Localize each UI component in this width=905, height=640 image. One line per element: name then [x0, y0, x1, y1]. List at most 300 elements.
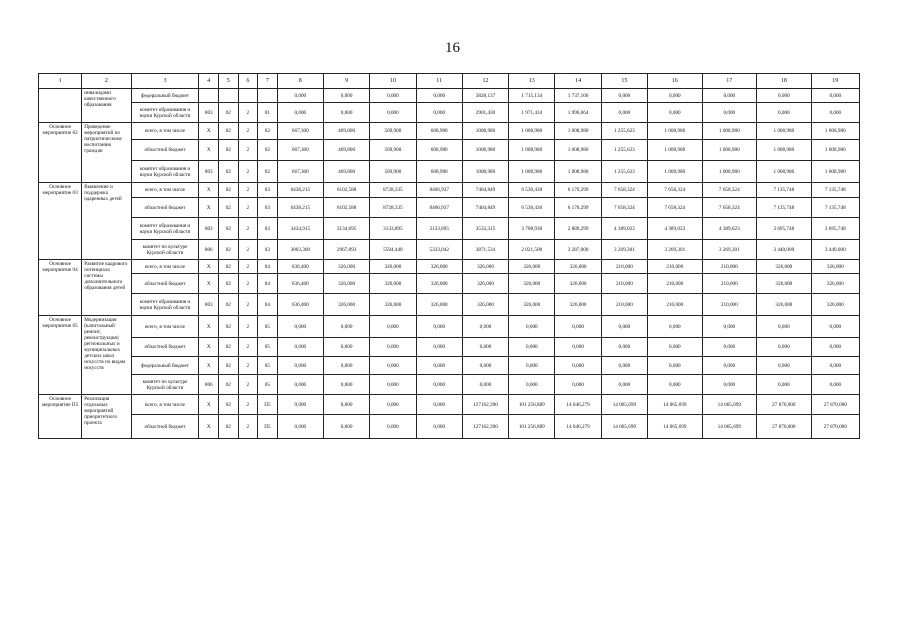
amount-cell: 14 065,699	[648, 395, 703, 415]
amount-cell: 469,800	[323, 140, 369, 161]
amount-cell: 667,300	[277, 140, 323, 161]
amount-cell: 101 256,889	[509, 395, 555, 415]
amount-cell: 326,000	[757, 294, 812, 316]
budget-source-cell: областной бюджет	[131, 274, 199, 294]
amount-cell: 0,000	[509, 375, 555, 395]
header-cell: 4	[199, 74, 219, 89]
amount-cell: 4 389,023	[648, 218, 703, 240]
table-row	[39, 260, 860, 274]
amount-cell: 0,000	[323, 415, 369, 439]
amount-cell: 0,000	[462, 316, 508, 338]
amount-cell: 7 135,748	[811, 198, 859, 218]
code-cell: X	[199, 338, 219, 357]
amount-cell: 1 008,980	[648, 161, 703, 183]
budget-source-cell: областной бюджет	[131, 140, 199, 161]
amount-cell: 14 065,699	[702, 395, 757, 415]
amount-cell: 1 971,434	[509, 103, 555, 123]
code-cell: 806	[199, 375, 219, 395]
amount-cell: 5594,440	[370, 240, 416, 260]
amount-cell: 569,900	[370, 123, 416, 140]
code-cell: 2	[238, 274, 258, 294]
code-cell: 03	[258, 183, 278, 198]
amount-cell: 1 255,623	[601, 123, 647, 140]
amount-cell: 14 046,279	[555, 395, 601, 415]
amount-cell: 0,000	[509, 357, 555, 375]
header-cell: 18	[757, 74, 812, 89]
code-cell: 02	[219, 103, 239, 123]
code-cell: 02	[219, 240, 239, 260]
event-name-cell: Проведение мероприятий по патриотическому воспитанию граждан	[82, 123, 131, 183]
amount-cell: 6102,588	[323, 183, 369, 198]
amount-cell: 0,000	[648, 103, 703, 123]
amount-cell: 0,000	[601, 316, 647, 338]
budget-source-cell: областной бюджет	[131, 415, 199, 439]
amount-cell: 326,000	[555, 294, 601, 316]
amount-cell: 326,000	[462, 274, 508, 294]
code-cell: 04	[258, 274, 278, 294]
amount-cell: 0,000	[601, 103, 647, 123]
amount-cell: 0,000	[509, 316, 555, 338]
amount-cell: 3 695,748	[811, 218, 859, 240]
amount-cell: 0,000	[462, 338, 508, 357]
code-cell: 04	[258, 294, 278, 316]
amount-cell: 1008,980	[462, 161, 508, 183]
table-row	[39, 240, 860, 260]
amount-cell: 0,000	[323, 338, 369, 357]
code-cell: 2	[238, 357, 258, 375]
amount-cell: 0,000	[323, 103, 369, 123]
amount-cell: 326,000	[323, 294, 369, 316]
amount-cell: 0,000	[757, 338, 812, 357]
amount-cell: 1 008,980	[811, 123, 859, 140]
amount-cell: 0,000	[370, 89, 416, 103]
header-row	[39, 74, 860, 89]
table-row	[39, 198, 860, 218]
header-cell: 13	[509, 74, 555, 89]
code-cell: 2	[238, 140, 258, 161]
amount-cell: 210,000	[702, 294, 757, 316]
budget-source-cell: всего, в том числе	[131, 395, 199, 415]
amount-cell: 3 269,301	[648, 240, 703, 260]
code-cell: X	[199, 274, 219, 294]
amount-cell: 210,000	[648, 274, 703, 294]
code-cell: 803	[199, 103, 219, 123]
amount-cell: 14 065,699	[601, 415, 647, 439]
amount-cell: 6 176,299	[555, 183, 601, 198]
amount-cell: 326,000	[323, 260, 369, 274]
amount-cell: 0,000	[555, 338, 601, 357]
amount-cell: 6 176,299	[555, 198, 601, 218]
event-name-cell: Модернизация (капитальный ремонт, реконструкция) региональных и муниципальных детских школ искусств по видам искусств	[82, 316, 131, 395]
amount-cell: 0,000	[702, 375, 757, 395]
amount-cell: 3 708,930	[509, 218, 555, 240]
code-cell: 803	[199, 218, 219, 240]
budget-source-cell: комитет по культуре Курской области	[131, 375, 199, 395]
amount-cell: 3 269,301	[702, 240, 757, 260]
header-cell: 5	[219, 74, 239, 89]
amount-cell: 210,000	[648, 294, 703, 316]
amount-cell: 210,000	[601, 260, 647, 274]
amount-cell: 0,000	[648, 357, 703, 375]
amount-cell: 326,000	[811, 274, 859, 294]
amount-cell: 7 658,324	[702, 198, 757, 218]
code-cell: 2	[238, 198, 258, 218]
amount-cell: 636,400	[277, 260, 323, 274]
event-code-cell: Основное мероприятие 04	[39, 260, 82, 316]
table-row	[39, 218, 860, 240]
amount-cell: 210,000	[601, 294, 647, 316]
budget-source-cell: федеральный бюджет	[131, 357, 199, 375]
header-cell: 15	[601, 74, 647, 89]
amount-cell: 0,000	[416, 395, 462, 415]
amount-cell: 6 530,430	[509, 198, 555, 218]
amount-cell: 0,000	[370, 375, 416, 395]
amount-cell: 2967,893	[323, 240, 369, 260]
amount-cell: 1008,980	[462, 123, 508, 140]
table-row	[39, 338, 860, 357]
budget-source-cell: всего, в том числе	[131, 316, 199, 338]
header-cell: 3	[131, 74, 199, 89]
amount-cell: 3133,895	[416, 218, 462, 240]
budget-source-cell: комитет образования и науки Курской области	[131, 294, 199, 316]
amount-cell: 3434,915	[277, 218, 323, 240]
amount-cell: 0,000	[370, 415, 416, 439]
amount-cell: 608,980	[416, 140, 462, 161]
amount-cell: 667,300	[277, 123, 323, 140]
code-cell: 02	[219, 415, 239, 439]
amount-cell: 636,400	[277, 294, 323, 316]
amount-cell: 27 870,000	[757, 395, 812, 415]
amount-cell: 0,000	[416, 338, 462, 357]
header-cell: 11	[416, 74, 462, 89]
amount-cell: 608,980	[416, 123, 462, 140]
amount-cell: 127162,390	[462, 395, 508, 415]
amount-cell: 210,000	[702, 274, 757, 294]
amount-cell: 27 870,000	[811, 415, 859, 439]
amount-cell: 14 065,699	[648, 415, 703, 439]
amount-cell: 2 821,500	[509, 240, 555, 260]
amount-cell: 8466,937	[416, 183, 462, 198]
amount-cell: 1 255,623	[601, 140, 647, 161]
amount-cell: 0,000	[601, 357, 647, 375]
amount-cell: 569,900	[370, 140, 416, 161]
amount-cell: 3003,300	[277, 240, 323, 260]
amount-cell: 0,000	[702, 338, 757, 357]
amount-cell: 3871,534	[462, 240, 508, 260]
code-cell: X	[199, 395, 219, 415]
amount-cell: 1 008,980	[648, 123, 703, 140]
amount-cell: 7404,849	[462, 183, 508, 198]
budget-source-cell: федеральный бюджет	[131, 89, 199, 103]
amount-cell: 326,000	[462, 260, 508, 274]
table-row	[39, 183, 860, 198]
event-name-cell: Реализация отдельных мероприятий приоритетного проекта	[82, 395, 131, 439]
header-cell: 10	[370, 74, 416, 89]
amount-cell: 0,000	[277, 338, 323, 357]
amount-cell: 6 530,430	[509, 183, 555, 198]
amount-cell: 0,000	[509, 338, 555, 357]
amount-cell: 0,000	[416, 357, 462, 375]
amount-cell: 0,000	[416, 415, 462, 439]
amount-cell: 0,000	[416, 375, 462, 395]
amount-cell: 1 008,980	[702, 140, 757, 161]
header-cell: 16	[648, 74, 703, 89]
table-row	[39, 103, 860, 123]
header-cell: 9	[323, 74, 369, 89]
amount-cell: 0,000	[370, 103, 416, 123]
budget-source-cell: комитет образования и науки Курской области	[131, 218, 199, 240]
event-name-cell: Развитие кадрового потенциала системы дополнительного образования детей	[82, 260, 131, 316]
amount-cell: 0,000	[757, 357, 812, 375]
amount-cell: 0,000	[811, 103, 859, 123]
amount-cell: 27 870,000	[811, 395, 859, 415]
amount-cell: 326,000	[462, 294, 508, 316]
table-row	[39, 357, 860, 375]
code-cell: 02	[219, 183, 239, 198]
amount-cell: 0,000	[702, 89, 757, 103]
header-cell: 1	[39, 74, 82, 89]
amount-cell: 0,000	[648, 338, 703, 357]
amount-cell: 3533,315	[462, 218, 508, 240]
amount-cell: 8728,335	[370, 183, 416, 198]
amount-cell: 1008,980	[462, 140, 508, 161]
amount-cell: 210,000	[648, 260, 703, 274]
table-row	[39, 395, 860, 415]
amount-cell: 0,000	[601, 338, 647, 357]
amount-cell: 326,000	[323, 274, 369, 294]
code-cell: X	[199, 123, 219, 140]
code-cell: X	[199, 183, 219, 198]
event-name-cell: инвалидами качественного образования	[82, 89, 131, 123]
amount-cell: 7 135,748	[757, 183, 812, 198]
amount-cell: 0,000	[370, 338, 416, 357]
amount-cell: 0,000	[702, 357, 757, 375]
amount-cell: 0,000	[277, 415, 323, 439]
table-row	[39, 375, 860, 395]
amount-cell: 1 715,134	[509, 89, 555, 103]
amount-cell: 0,000	[757, 316, 812, 338]
table-row	[39, 123, 860, 140]
code-cell: 05	[258, 375, 278, 395]
amount-cell: 0,000	[462, 375, 508, 395]
code-cell: 02	[258, 140, 278, 161]
amount-cell: 3133,895	[370, 218, 416, 240]
amount-cell: 0,000	[323, 375, 369, 395]
code-cell: 03	[258, 240, 278, 260]
amount-cell: 14 046,279	[555, 415, 601, 439]
amount-cell: 27 870,000	[757, 415, 812, 439]
amount-cell: 0,000	[555, 316, 601, 338]
amount-cell: 0,000	[416, 103, 462, 123]
amount-cell: 0,000	[702, 103, 757, 123]
code-cell: 02	[219, 260, 239, 274]
budget-source-cell: комитет образования и науки Курской области	[131, 103, 199, 123]
amount-cell: 1 008,980	[555, 161, 601, 183]
table-row	[39, 89, 860, 103]
code-cell: 02	[219, 316, 239, 338]
budget-table	[38, 73, 860, 439]
amount-cell: 0,000	[702, 316, 757, 338]
amount-cell: 4 389,023	[601, 218, 647, 240]
amount-cell: 7 658,324	[601, 198, 647, 218]
code-cell: 2	[238, 415, 258, 439]
amount-cell: 469,800	[323, 161, 369, 183]
amount-cell: 1 008,980	[757, 123, 812, 140]
amount-cell: 14 065,699	[702, 415, 757, 439]
code-cell: 02	[219, 294, 239, 316]
amount-cell: 326,000	[555, 274, 601, 294]
code-cell: 2	[238, 123, 258, 140]
amount-cell: 6438,215	[277, 198, 323, 218]
event-code-cell: Основное мероприятие 03	[39, 183, 82, 260]
amount-cell: 0,000	[323, 316, 369, 338]
code-cell: 01	[258, 103, 278, 123]
amount-cell: 0,000	[277, 395, 323, 415]
amount-cell: 1 008,980	[811, 140, 859, 161]
amount-cell: 0,000	[370, 357, 416, 375]
amount-cell: 7 135,748	[757, 198, 812, 218]
code-cell: 03	[258, 218, 278, 240]
amount-cell: 1 008,980	[811, 161, 859, 183]
amount-cell: 326,000	[416, 274, 462, 294]
code-cell: 02	[219, 198, 239, 218]
header-cell: 8	[277, 74, 323, 89]
header-cell: 12	[462, 74, 508, 89]
code-cell: 05	[258, 338, 278, 357]
amount-cell: 1 008,980	[509, 123, 555, 140]
amount-cell: 0,000	[648, 89, 703, 103]
amount-cell: 0,000	[277, 89, 323, 103]
header-cell: 17	[702, 74, 757, 89]
budget-source-cell: всего, в том числе	[131, 123, 199, 140]
amount-cell: 0,000	[811, 316, 859, 338]
amount-cell: 0,000	[416, 316, 462, 338]
amount-cell: 667,300	[277, 161, 323, 183]
header-cell: 6	[238, 74, 258, 89]
amount-cell: 6102,588	[323, 198, 369, 218]
amount-cell: 210,000	[702, 260, 757, 274]
amount-cell: 0,000	[277, 375, 323, 395]
amount-cell: 1 008,980	[509, 140, 555, 161]
code-cell: 02	[219, 375, 239, 395]
amount-cell: 636,400	[277, 274, 323, 294]
amount-cell: 0,000	[601, 89, 647, 103]
event-code-cell: Основное мероприятие 02	[39, 123, 82, 183]
code-cell: 2	[238, 338, 258, 357]
code-cell: 2	[238, 103, 258, 123]
amount-cell: 326,000	[416, 260, 462, 274]
code-cell: 02	[219, 274, 239, 294]
amount-cell: 0,000	[323, 395, 369, 415]
code-cell: 02	[219, 218, 239, 240]
amount-cell: 127162,390	[462, 415, 508, 439]
amount-cell: 7 658,324	[648, 183, 703, 198]
amount-cell: 0,000	[370, 395, 416, 415]
amount-cell: 7404,849	[462, 198, 508, 218]
event-code-cell	[39, 89, 82, 123]
amount-cell: 1 737,100	[555, 89, 601, 103]
code-cell: 803	[199, 294, 219, 316]
amount-cell: 1 255,623	[601, 161, 647, 183]
amount-cell: 5333,042	[416, 240, 462, 260]
amount-cell: 3828,137	[462, 89, 508, 103]
amount-cell: 3 440,000	[757, 240, 812, 260]
code-cell	[199, 89, 219, 103]
amount-cell: 0,000	[757, 375, 812, 395]
amount-cell: 0,000	[601, 375, 647, 395]
amount-cell: 3 269,301	[601, 240, 647, 260]
table-row	[39, 415, 860, 439]
table-row	[39, 161, 860, 183]
amount-cell: 1 008,980	[555, 140, 601, 161]
amount-cell: 3 440,000	[811, 240, 859, 260]
amount-cell: 0,000	[648, 316, 703, 338]
code-cell: 05	[258, 357, 278, 375]
table-row	[39, 316, 860, 338]
code-cell: X	[199, 357, 219, 375]
code-cell: 03	[258, 198, 278, 218]
code-cell: 2	[238, 395, 258, 415]
code-cell	[238, 89, 258, 103]
amount-cell: 1 008,980	[555, 123, 601, 140]
amount-cell: 7 135,748	[811, 183, 859, 198]
amount-cell: 0,000	[555, 375, 601, 395]
amount-cell: 2 889,299	[555, 218, 601, 240]
amount-cell: 0,000	[323, 357, 369, 375]
code-cell: X	[199, 198, 219, 218]
amount-cell: 326,000	[757, 260, 812, 274]
code-cell: 02	[219, 357, 239, 375]
table-row	[39, 294, 860, 316]
code-cell: X	[199, 415, 219, 439]
budget-source-cell: областной бюджет	[131, 338, 199, 357]
amount-cell: 3 287,000	[555, 240, 601, 260]
code-cell	[219, 89, 239, 103]
amount-cell: 326,000	[370, 294, 416, 316]
amount-cell: 0,000	[811, 89, 859, 103]
amount-cell: 210,000	[601, 274, 647, 294]
header-cell: 14	[555, 74, 601, 89]
amount-cell: 0,000	[277, 316, 323, 338]
code-cell	[258, 89, 278, 103]
amount-cell: 101 256,889	[509, 415, 555, 439]
header-cell: 7	[258, 74, 278, 89]
code-cell: 803	[199, 161, 219, 183]
amount-cell: 2901,430	[462, 103, 508, 123]
table-row	[39, 274, 860, 294]
header-cell: 19	[811, 74, 859, 89]
amount-cell: 1 008,980	[757, 161, 812, 183]
amount-cell: 1 008,980	[648, 140, 703, 161]
code-cell: 02	[258, 161, 278, 183]
budget-source-cell: областной бюджет	[131, 198, 199, 218]
code-cell: 2	[238, 240, 258, 260]
table-row	[39, 140, 860, 161]
amount-cell: 608,980	[416, 161, 462, 183]
budget-source-cell: комитет по культуре Курской области	[131, 240, 199, 260]
amount-cell: 1 008,980	[702, 161, 757, 183]
event-code-cell: Основное мероприятие 05	[39, 316, 82, 395]
amount-cell: 326,000	[811, 294, 859, 316]
event-name-cell: Выявление и поддержка одаренных детей	[82, 183, 131, 260]
code-cell: 02	[219, 123, 239, 140]
code-cell: 02	[219, 395, 239, 415]
code-cell: X	[199, 140, 219, 161]
code-cell: П5	[258, 415, 278, 439]
amount-cell: 469,800	[323, 123, 369, 140]
code-cell: 2	[238, 161, 258, 183]
amount-cell: 326,000	[416, 294, 462, 316]
